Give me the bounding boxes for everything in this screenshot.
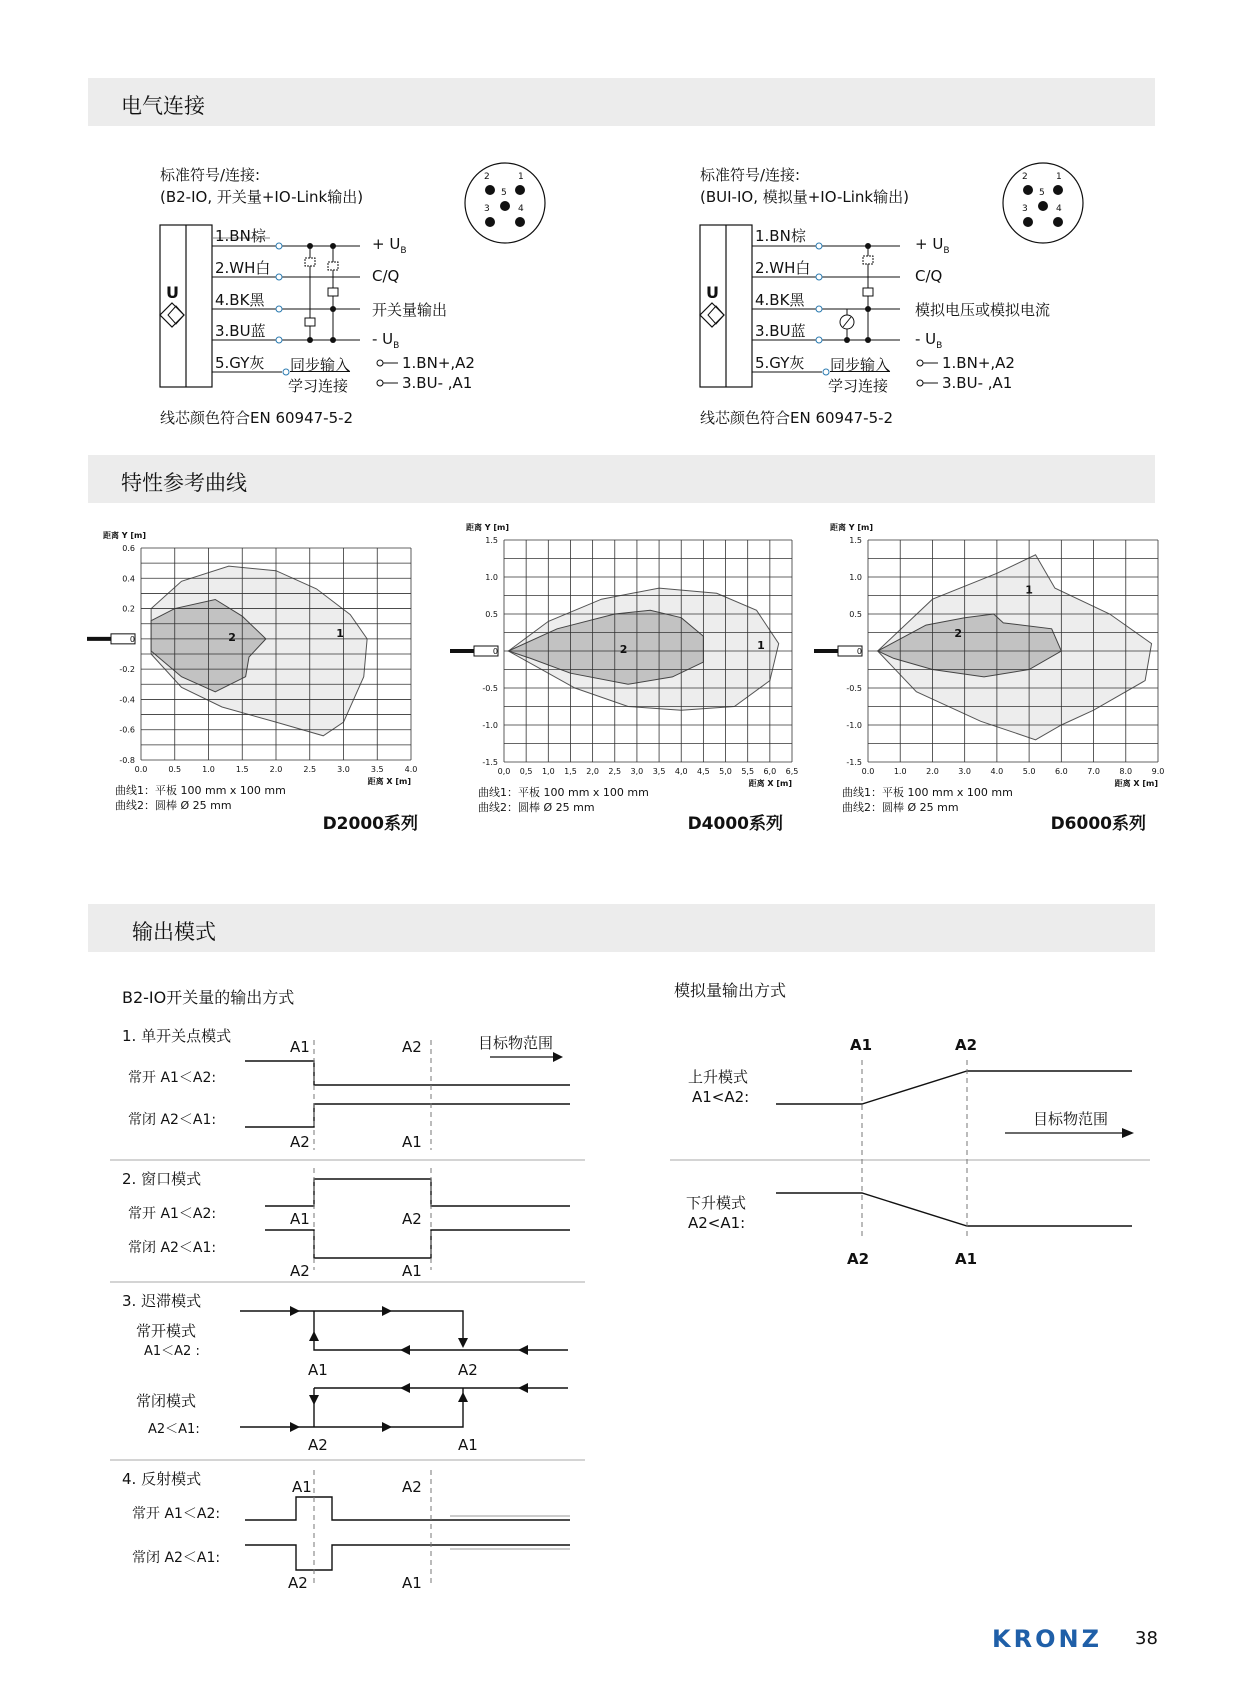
switch-point-label: A2 [458,1361,478,1379]
connection-label: 3.BU- ,A1 [402,374,473,392]
switch-point-label: A2 [308,1436,328,1454]
pin-label: 2 [1022,172,1028,182]
wire-label: 4.BK黑 [755,291,805,309]
brand-logo: KRONZ [992,1625,1102,1653]
pin-label: 2 [484,172,490,182]
b2io-title: B2-IO开关量的输出方式 [122,988,295,1007]
switch-point-label: A2 [955,1036,978,1054]
pin-label: 3 [1022,204,1028,214]
x-tick-label: 3,0 [630,767,644,776]
y-tick-label: 0.5 [485,610,498,619]
x-tick-label: 5,0 [719,767,732,776]
condition-label: A2＜A1: [148,1422,200,1437]
x-tick-label: 6,0 [763,767,777,776]
y-tick-label: -0.4 [119,695,135,705]
switch-point-label: A1 [290,1038,310,1056]
connection-label: 1.BN+,A2 [942,354,1015,372]
legend-curve-1: 曲线1：平板 100 mm x 100 mm [842,786,1013,799]
x-tick-label: 3,5 [652,767,666,776]
curve-2-label: 2 [954,627,963,640]
signal-label: C/Q [915,267,943,285]
color-note: 线芯颜色符合EN 60947-5-2 [160,409,354,427]
wire-label: 5.GY灰 [215,354,265,372]
teach-label: 学习连接 [288,377,349,395]
x-axis-label: 距离 X [m] [1114,779,1158,788]
falling-mode-label: 下升模式 [686,1194,747,1212]
x-tick-label: 3.5 [370,765,384,774]
pin-label: 1 [1056,172,1062,182]
y-tick-label: 1.5 [849,536,862,545]
switch-point-label: A1 [402,1262,422,1280]
pin-label: 4 [1056,204,1062,214]
x-tick-label: 1.5 [235,765,249,774]
x-tick-label: 1.0 [893,767,907,776]
switch-point-label: A2 [290,1133,310,1151]
switch-point-label: A2 [290,1262,310,1280]
x-tick-label: 5,5 [741,767,755,776]
mode-title: 1. 单开关点模式 [122,1027,232,1045]
x-tick-label: 1,5 [564,767,577,776]
y-tick-label: -0.5 [482,684,498,693]
legend-curve-1: 曲线1：平板 100 mm x 100 mm [478,786,649,799]
wire-label: 1.BN棕 [755,227,806,245]
y-tick-label: 0.2 [122,604,135,614]
x-tick-label: 4,0 [674,767,688,776]
y-tick-label: -0.6 [119,725,135,735]
x-tick-label: 8.0 [1119,767,1133,776]
x-tick-label: 0.5 [168,765,182,774]
curve-1-label: 1 [336,626,344,640]
sensor-label: U [706,283,719,302]
x-tick-label: 0,5 [519,767,533,776]
normally-open-label: 常开 A1＜A2: [128,1206,217,1222]
section-title: 输出模式 [132,920,216,944]
x-tick-label: 4.0 [990,767,1004,776]
connection-label: 3.BU- ,A1 [942,374,1013,392]
x-tick-label: 9.0 [1151,767,1165,776]
sync-input-label: 同步输入 [290,356,351,374]
color-note: 线芯颜色符合EN 60947-5-2 [700,409,894,427]
wire-label: 3.BU蓝 [215,322,266,340]
x-tick-label: 3.0 [337,765,350,774]
connection-label: 1.BN+,A2 [402,354,475,372]
legend-curve-2: 曲线2：圆棒 Ø 25 mm [115,799,232,812]
y-tick-label: 0.5 [849,610,862,619]
switch-point-label: A1 [850,1036,873,1054]
legend-curve-1: 曲线1：平板 100 mm x 100 mm [115,784,286,797]
wire-label: 2.WH白 [215,259,271,277]
wire-label: 5.GY灰 [755,354,805,372]
x-tick-label: 0,0 [497,767,511,776]
switch-point-label: A1 [290,1210,310,1228]
switch-point-label: A1 [402,1133,422,1151]
switch-point-label: A2 [402,1210,422,1228]
x-tick-label: 1.0 [202,765,215,774]
switch-point-label: A2 [288,1574,308,1592]
x-axis-label: 距离 X [m] [748,779,792,788]
condition-label: A1<A2: [692,1088,750,1106]
sensor-label: U [166,283,179,302]
pin-label: 5 [501,188,507,198]
y-tick-label: -0.8 [119,756,135,765]
signal-label: 开关量输出 [372,301,448,319]
normally-closed-label: 常闭 A2＜A1: [128,1240,217,1256]
x-tick-label: 2,0 [586,767,599,776]
pin-label: 3 [484,204,490,214]
sync-input-label: 同步输入 [830,356,891,374]
legend-curve-2: 曲线2：圆棒 Ø 25 mm [842,801,959,814]
wiring-subheading: (B2-IO, 开关量+IO-Link输出) [160,188,364,206]
series-title: D4000系列 [687,814,783,834]
pin-label: 5 [1039,188,1045,198]
wiring-heading: 标准符号/连接: [700,166,801,184]
analog-title: 模拟量输出方式 [674,981,787,1000]
target-range-label: 目标物范围 [478,1034,554,1052]
signal-label: + $U_B$ [372,235,407,256]
signal-label: + $U_B$ [915,235,950,256]
x-tick-label: 5.0 [1022,767,1036,776]
y-tick-label: 1.5 [485,536,498,545]
y-tick-label: -1.0 [846,721,862,730]
section-title: 特性参考曲线 [121,471,247,495]
x-tick-label: 0.0 [134,765,148,774]
switch-point-label: A1 [308,1361,328,1379]
y-tick-label: -1.5 [846,758,862,767]
pin-label: 1 [518,172,524,182]
signal-label: - $U_B$ [372,330,400,351]
y-tick-label: 0 [856,647,862,656]
curve-1-label: 1 [757,639,765,652]
switch-point-label: A1 [402,1574,422,1592]
y-axis-label: 距离 Y [m] [103,531,147,540]
normally-open-label: 常开 A1＜A2: [128,1070,217,1086]
condition-label: A1＜A2 : [144,1344,200,1359]
mode-title: 4. 反射模式 [122,1470,202,1488]
signal-label: - $U_B$ [915,330,943,351]
wiring-subheading: (BUI-IO, 模拟量+IO-Link输出) [700,188,909,206]
y-tick-label: 1.0 [485,573,498,582]
target-range-label: 目标物范围 [1033,1110,1109,1128]
switch-point-label: A2 [847,1250,870,1268]
wire-label: 1.BN棕 [215,227,266,245]
y-axis-label: 距离 Y [m] [466,523,510,532]
legend-curve-2: 曲线2：圆棒 Ø 25 mm [478,801,595,814]
y-tick-label: -0.2 [119,665,135,675]
switch-point-label: A1 [458,1436,478,1454]
x-tick-label: 7.0 [1087,767,1100,776]
normally-closed-label: 常闭 A2＜A1: [132,1550,221,1566]
x-tick-label: 2.0 [269,765,283,774]
switch-point-label: A2 [402,1038,422,1056]
y-tick-label: -1.5 [482,758,498,767]
y-tick-label: 0.6 [122,544,135,553]
y-tick-label: 0.4 [122,574,135,584]
pin-label: 4 [518,204,524,214]
curve-1-label: 1 [1025,583,1033,597]
x-tick-label: 2.0 [926,767,939,776]
wire-label: 2.WH白 [755,259,811,277]
wire-label: 3.BU蓝 [755,322,806,340]
y-axis-label: 距离 Y [m] [830,523,874,532]
y-tick-label: -0.5 [846,684,862,693]
condition-label: A2<A1: [688,1214,746,1232]
curve-2-label: 2 [228,630,236,644]
teach-label: 学习连接 [828,377,889,395]
y-tick-label: 0 [129,634,135,644]
x-tick-label: 4,5 [697,767,710,776]
signal-label: 模拟电压或模拟电流 [915,301,1051,319]
x-tick-label: 4.0 [404,765,418,774]
curve-2-label: 2 [619,643,628,656]
switch-point-label: A1 [955,1250,978,1268]
series-title: D6000系列 [1050,814,1146,834]
normally-open-label: 常开 A1＜A2: [132,1506,221,1522]
x-tick-label: 3.0 [958,767,972,776]
y-tick-label: 0 [492,647,498,656]
wire-label: 4.BK黑 [215,291,265,309]
series-title: D2000系列 [322,814,418,834]
x-tick-label: 1,0 [541,767,555,776]
switch-point-label: A2 [402,1478,422,1496]
rising-mode-label: 上升模式 [688,1068,749,1086]
signal-label: C/Q [372,267,400,285]
x-tick-label: 6,5 [785,767,799,776]
x-tick-label: 2,5 [608,767,622,776]
normally-closed-label: 常闭模式 [136,1392,197,1410]
x-axis-label: 距离 X [m] [367,777,411,786]
mode-title: 3. 迟滞模式 [122,1292,202,1310]
mode-title: 2. 窗口模式 [122,1170,202,1188]
section-title: 电气连接 [121,94,205,118]
wiring-heading: 标准符号/连接: [160,166,261,184]
x-tick-label: 2.5 [303,765,317,774]
y-tick-label: 1.0 [849,573,862,582]
x-tick-label: 0.0 [861,767,875,776]
page-number: 38 [1135,1628,1158,1649]
x-tick-label: 6.0 [1054,767,1068,776]
normally-closed-label: 常闭 A2＜A1: [128,1112,217,1128]
switch-point-label: A1 [292,1478,312,1496]
y-tick-label: -1.0 [482,721,498,730]
normally-open-label: 常开模式 [136,1322,197,1340]
